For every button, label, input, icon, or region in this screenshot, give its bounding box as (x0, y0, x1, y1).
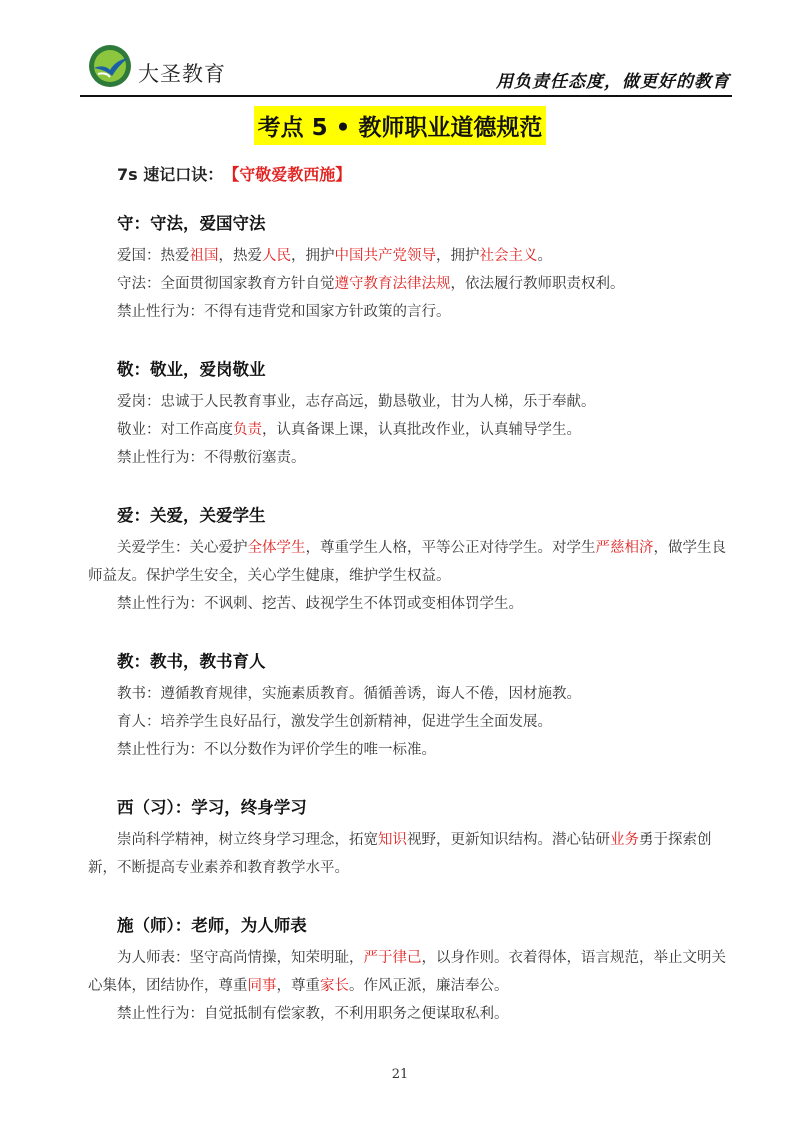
section-line (88, 242, 738, 270)
highlighted-term: 严于律己 (363, 950, 422, 966)
text-segment: 教书：遵循教育规律，实施素质教育。循循善诱，诲人不倦，因材施教。 (117, 686, 581, 702)
mnemonic (117, 162, 351, 185)
mnemonic-label: 7s 速记口诀： (117, 165, 224, 184)
text-segment: 崇尚科学精神，树立终身学习理念，拓宽 (117, 832, 378, 848)
text-segment: ，热爱 (218, 248, 262, 264)
highlighted-term: 同事 (247, 978, 277, 994)
text-segment: 关爱学生：关心爱护 (117, 540, 248, 556)
section-line (88, 1000, 738, 1028)
text-segment: 爱岗：忠诚于人民教育事业，志存高远，勤恳敬业，甘为人梯，乐于奉献。 (117, 394, 596, 410)
header-divider (80, 95, 732, 97)
highlighted-term: 社会主义 (479, 248, 538, 264)
section-line (88, 444, 738, 472)
text-segment: 视野，更新知识结构。潜心钻研 (407, 832, 610, 848)
section-line (88, 708, 738, 736)
text-segment: 禁止性行为：自觉抵制有偿家教，不利用职务之便谋取私利。 (117, 1006, 509, 1022)
text-segment: 为人师表：坚守高尚情操，知荣明耻， (117, 950, 364, 966)
page-header (80, 36, 730, 96)
brand-name: 大圣教育 (138, 62, 226, 86)
section-title: 教：教书，教书育人 (117, 652, 266, 671)
highlighted-term: 严慈相济 (595, 540, 654, 556)
section-line (88, 298, 738, 326)
highlighted-term: 知识 (378, 832, 407, 848)
section-title: 爱：关爱，关爱学生 (117, 506, 266, 525)
text-segment: ，依法履行教师职责权利。 (450, 276, 625, 292)
swallow-circle-logo-icon (88, 44, 132, 88)
section (88, 502, 738, 618)
section-title: 西（习）：学习，终身学习 (117, 798, 307, 817)
page-number: 21 (391, 1067, 409, 1082)
text-segment: 禁止性行为：不得有违背党和国家方针政策的言行。 (117, 304, 451, 320)
text-segment: 育人：培养学生良好品行，激发学生创新精神，促进学生全面发展。 (117, 714, 552, 730)
section (88, 912, 738, 1028)
text-segment: 爱国：热爱 (117, 248, 190, 264)
section-title: 守：守法，爱国守法 (117, 214, 266, 233)
section-line (88, 270, 738, 298)
text-segment: 敬业：对工作高度 (117, 422, 233, 438)
highlighted-term: 负责 (233, 422, 262, 438)
section-line (88, 388, 738, 416)
highlighted-term: 人民 (262, 248, 291, 264)
text-segment: 禁止性行为：不得敷衍塞责。 (117, 450, 306, 466)
highlighted-term: 祖国 (189, 248, 219, 264)
mnemonic-value: 【守敬爱教西施】 (231, 165, 352, 184)
page-title: 考点 5 • 教师职业道德规范 (254, 106, 547, 145)
text-segment: 禁止性行为：不讽刺、挖苦、歧视学生不体罚或变相体罚学生。 (117, 596, 523, 612)
title-wrap (0, 106, 800, 145)
text-segment: 。作风正派，廉洁奉公。 (349, 978, 509, 994)
text-segment: ，做学生良师益友。保护学生安全，关心学生健康，维护学生权益。 (88, 540, 726, 584)
section-line (88, 944, 738, 1000)
section-line (88, 680, 738, 708)
text-segment: ，尊重学生人格，平等公正对待学生。对学生 (305, 540, 596, 556)
section-line (88, 736, 738, 764)
highlighted-term: 遵守教育法律法规 (334, 276, 451, 292)
text-segment: ，拥护 (291, 248, 335, 264)
text-segment: 。 (537, 248, 552, 264)
text-segment: ，认真备课上课，认真批改作业，认真辅导学生。 (262, 422, 581, 438)
highlighted-term: 业务 (610, 832, 639, 848)
text-segment: 守法：全面贯彻国家教育方针自觉 (117, 276, 335, 292)
section (88, 356, 738, 472)
section (88, 210, 738, 326)
header-slogan: 用负责任态度，做更好的教育 (496, 72, 730, 92)
content (88, 210, 738, 1058)
section-title: 施（师）：老师，为人师表 (117, 916, 307, 935)
highlighted-term: 家长 (320, 978, 349, 994)
section (88, 794, 738, 882)
text-segment: ，拥护 (436, 248, 480, 264)
section-title: 敬：敬业，爱岗敬业 (117, 360, 266, 379)
section-line (88, 590, 738, 618)
text-segment: 禁止性行为：不以分数作为评价学生的唯一标准。 (117, 742, 436, 758)
text-segment: ，以身作则。衣着得体，语言规范，举止文明关心集体，团结协作，尊重 (88, 950, 726, 994)
section-line (88, 534, 738, 590)
highlighted-term: 全体学生 (247, 540, 306, 556)
text-segment: 勇于探索创新，不断提高专业素养和教育教学水平。 (88, 832, 712, 876)
section-line (88, 826, 738, 882)
section (88, 648, 738, 764)
highlighted-term: 中国共产党领导 (334, 248, 436, 264)
text-segment: ，尊重 (276, 978, 320, 994)
section-line (88, 416, 738, 444)
